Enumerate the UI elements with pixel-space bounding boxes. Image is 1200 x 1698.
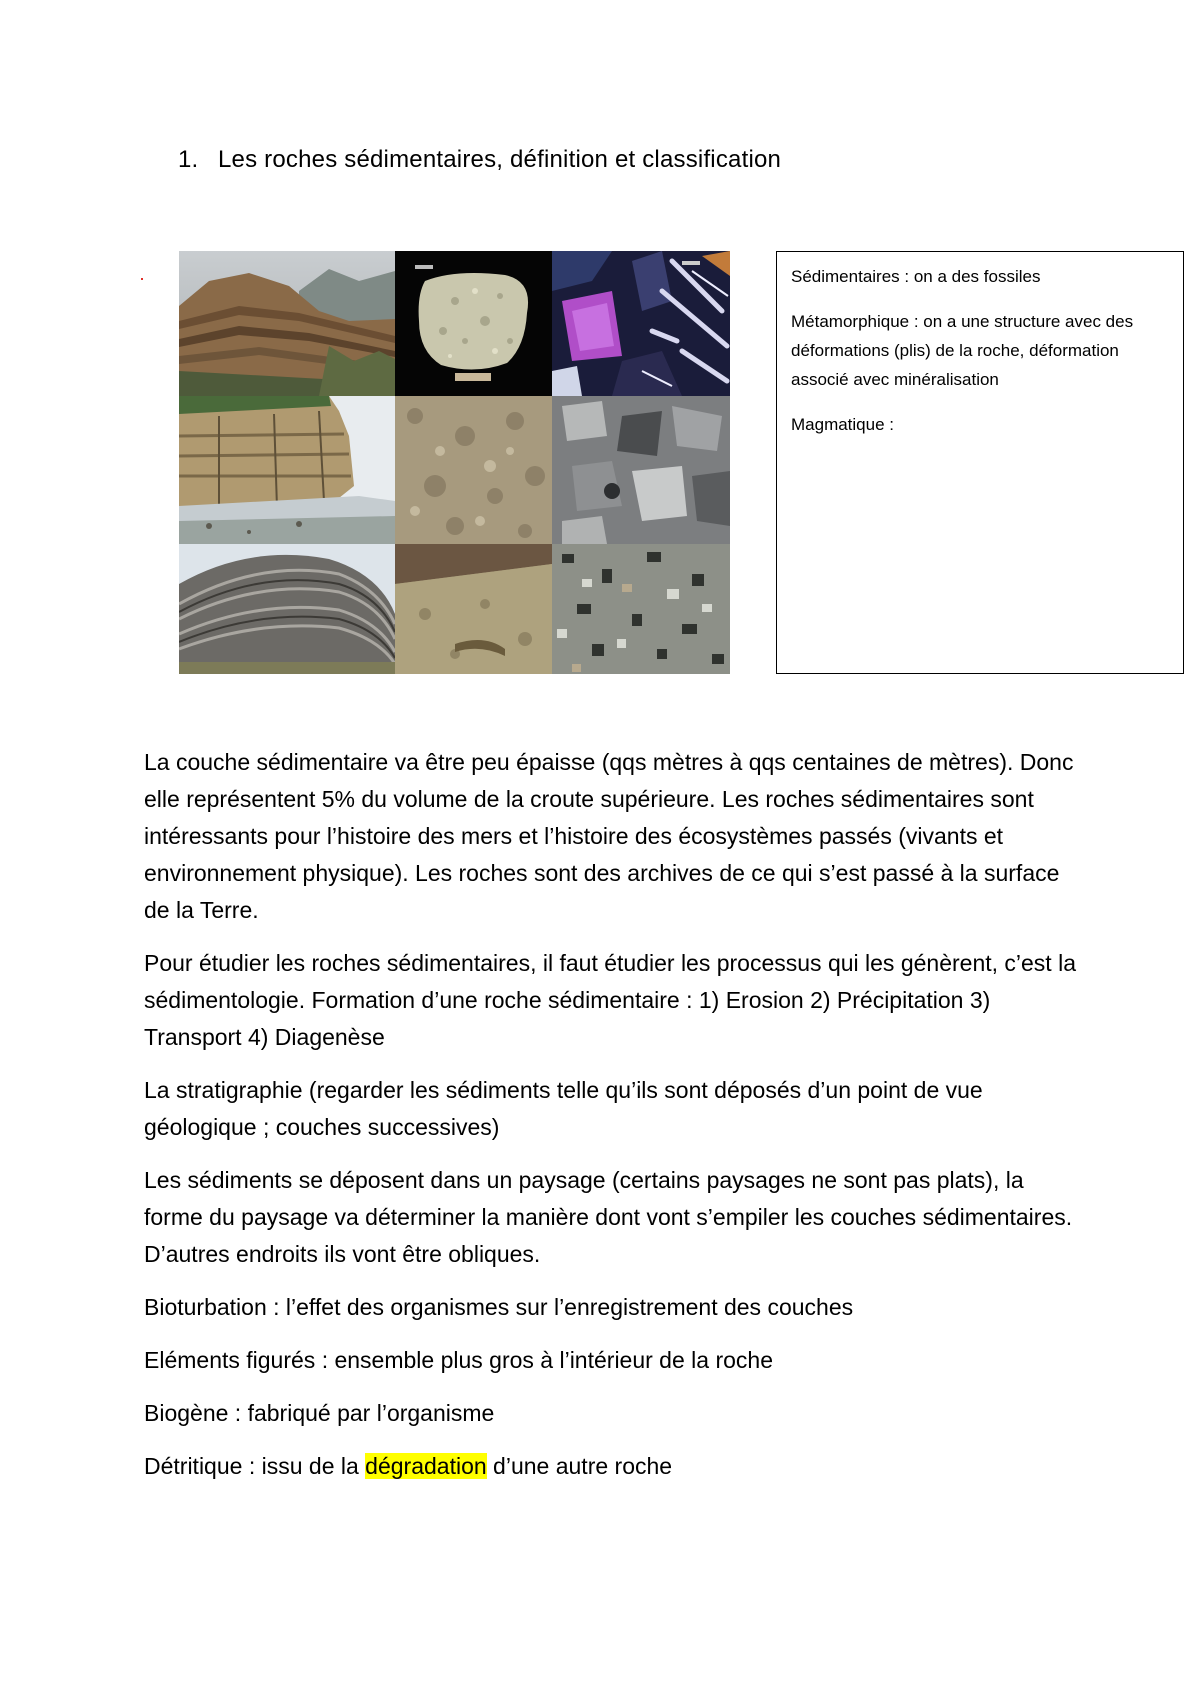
photo-granite bbox=[552, 544, 730, 674]
definition-detritique bbox=[144, 1448, 1084, 1485]
photo-lame-mince-grise bbox=[552, 396, 730, 544]
definition-elements-figures: Eléments figurés : ensemble plus gros à l’intérieur de la roche bbox=[144, 1347, 773, 1373]
paragraph: Les sédiments se déposent dans un paysage (certains paysages ne sont pas plats), la forme du paysage va déterminer la manière dont vont s’empiler les couches sédimentaires. D’autres endroits ils vont être obliques. bbox=[144, 1167, 1073, 1267]
paragraph: Pour étudier les roches sédimentaires, il faut étudier les processus qui les génèrent, c’est la sédimentologie. Formation d’une roche sédimentaire : 1) Erosion 2) Précipitation 3) Transport 4) Diagenèse bbox=[144, 950, 1076, 1050]
section-heading bbox=[178, 146, 781, 174]
definition-biogene: Biogène : fabriqué par l’organisme bbox=[144, 1400, 495, 1426]
note-metamorphique: Métamorphique : on a une structure avec des déformations (plis) de la roche, déformation associé avec minéralisation bbox=[791, 312, 1134, 389]
definition-bioturbation: Bioturbation : l’effet des organismes sur l’enregistrement des couches bbox=[144, 1294, 854, 1320]
note-sedimentaires: Sédimentaires : on a des fossiles bbox=[791, 267, 1041, 286]
photo-roche-plissee bbox=[179, 544, 395, 674]
body-text bbox=[144, 744, 1084, 1501]
note-magmatique: Magmatique : bbox=[791, 415, 894, 434]
photo-falaise-cotiere bbox=[179, 396, 395, 544]
detritique-text-before: Détritique : issu de la bbox=[144, 1453, 366, 1479]
photo-surface-gres bbox=[395, 544, 552, 674]
annotation-box bbox=[776, 251, 1184, 674]
photo-surface-calcaire-fossiles bbox=[395, 396, 552, 544]
heading-title: Les roches sédimentaires, définition et classification bbox=[218, 146, 782, 173]
stray-mark bbox=[141, 278, 143, 280]
photo-lame-mince-polarisee bbox=[552, 251, 730, 396]
photo-falaise-stratifiee bbox=[179, 251, 395, 396]
rock-photo-grid bbox=[179, 251, 730, 674]
heading-number: 1. bbox=[178, 146, 199, 173]
detritique-text-after: d’une autre roche bbox=[486, 1453, 673, 1479]
highlighted-word: dégradation bbox=[365, 1453, 487, 1479]
paragraph: La stratigraphie (regarder les sédiments telle qu’ils sont déposés d’un point de vue géologique ; couches successives) bbox=[144, 1077, 983, 1140]
paragraph: La couche sédimentaire va être peu épaisse (qqs mètres à qqs centaines de mètres). Donc elle représentent 5% du volume de la croute supérieure. Les roches sédimentaires sont intéressants pour l’histoire des mers et l’histoire des écosystèmes passés (vivants et environnement physique). Les roches sont des archives de ce qui s’est passé à la surface de la Terre. bbox=[144, 749, 1074, 923]
photo-echantillon-roche bbox=[395, 251, 552, 396]
